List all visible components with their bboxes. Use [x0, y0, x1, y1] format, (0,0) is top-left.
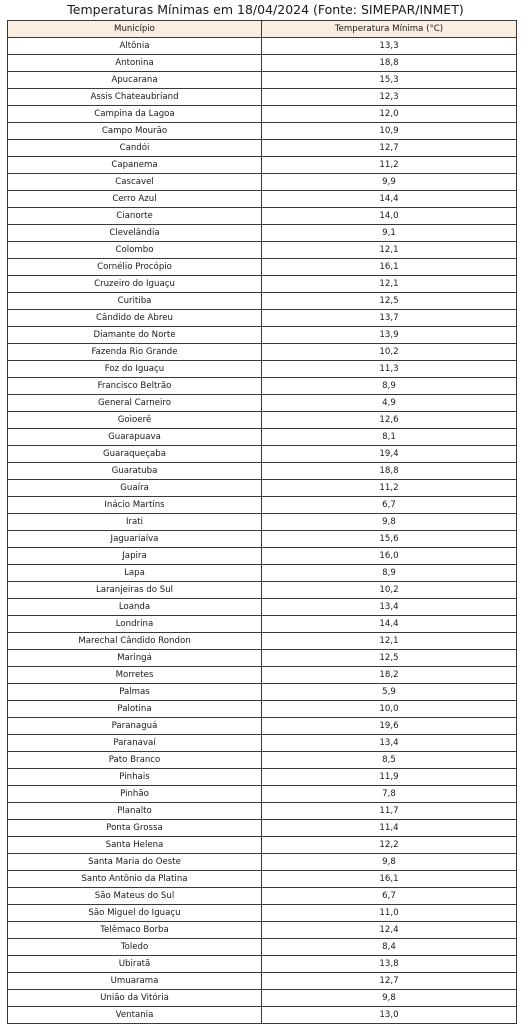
cell-municipio: Capanema	[8, 157, 262, 174]
cell-temperatura: 12,0	[262, 106, 517, 123]
cell-municipio: Ventania	[8, 1007, 262, 1024]
table-header-row	[8, 21, 517, 38]
table-row	[8, 905, 517, 922]
table-row	[8, 259, 517, 276]
cell-temperatura: 13,4	[262, 735, 517, 752]
cell-temperatura: 12,5	[262, 293, 517, 310]
cell-municipio: Laranjeiras do Sul	[8, 582, 262, 599]
table-body	[8, 38, 517, 1024]
cell-municipio: Candói	[8, 140, 262, 157]
cell-municipio: Inácio Martins	[8, 497, 262, 514]
cell-temperatura: 12,6	[262, 412, 517, 429]
cell-municipio: Pinhais	[8, 769, 262, 786]
table-row	[8, 344, 517, 361]
cell-temperatura: 14,4	[262, 191, 517, 208]
cell-temperatura: 10,2	[262, 344, 517, 361]
cell-temperatura: 11,2	[262, 157, 517, 174]
cell-municipio: Japira	[8, 548, 262, 565]
table-row	[8, 990, 517, 1007]
table-row	[8, 361, 517, 378]
cell-municipio: General Carneiro	[8, 395, 262, 412]
temperature-table	[7, 20, 517, 1024]
cell-temperatura: 11,2	[262, 480, 517, 497]
cell-municipio: Cascavel	[8, 174, 262, 191]
table-row	[8, 191, 517, 208]
cell-municipio: Curitiba	[8, 293, 262, 310]
table-row	[8, 582, 517, 599]
cell-municipio: Colombo	[8, 242, 262, 259]
cell-municipio: Santo Antônio da Platina	[8, 871, 262, 888]
cell-temperatura: 8,9	[262, 378, 517, 395]
table-row	[8, 803, 517, 820]
cell-municipio: Fazenda Rio Grande	[8, 344, 262, 361]
cell-temperatura: 13,9	[262, 327, 517, 344]
table-row	[8, 242, 517, 259]
table-row	[8, 684, 517, 701]
cell-temperatura: 9,1	[262, 225, 517, 242]
table-row	[8, 514, 517, 531]
cell-temperatura: 10,9	[262, 123, 517, 140]
cell-temperatura: 8,4	[262, 939, 517, 956]
cell-municipio: Telêmaco Borba	[8, 922, 262, 939]
cell-municipio: Antonina	[8, 55, 262, 72]
cell-municipio: Palmas	[8, 684, 262, 701]
table-row	[8, 293, 517, 310]
cell-temperatura: 10,2	[262, 582, 517, 599]
cell-municipio: Ubiratã	[8, 956, 262, 973]
table-row	[8, 939, 517, 956]
cell-municipio: Maringá	[8, 650, 262, 667]
cell-temperatura: 9,9	[262, 174, 517, 191]
column-header-temperatura: Temperatura Mínima (°C)	[262, 21, 517, 38]
table-row	[8, 820, 517, 837]
table-row	[8, 310, 517, 327]
table-row	[8, 140, 517, 157]
table-row	[8, 412, 517, 429]
table-row	[8, 157, 517, 174]
table-row	[8, 208, 517, 225]
cell-temperatura: 12,1	[262, 633, 517, 650]
cell-municipio: Guarapuava	[8, 429, 262, 446]
cell-municipio: Francisco Beltrão	[8, 378, 262, 395]
table-row	[8, 871, 517, 888]
cell-municipio: Irati	[8, 514, 262, 531]
cell-municipio: Morretes	[8, 667, 262, 684]
cell-temperatura: 13,0	[262, 1007, 517, 1024]
cell-municipio: Guaraqueçaba	[8, 446, 262, 463]
table-row	[8, 531, 517, 548]
cell-municipio: Altônia	[8, 38, 262, 55]
cell-municipio: Pinhão	[8, 786, 262, 803]
table-row	[8, 174, 517, 191]
cell-municipio: São Mateus do Sul	[8, 888, 262, 905]
cell-temperatura: 4,9	[262, 395, 517, 412]
table-row	[8, 225, 517, 242]
cell-temperatura: 13,4	[262, 599, 517, 616]
table-row	[8, 327, 517, 344]
cell-municipio: Apucarana	[8, 72, 262, 89]
cell-municipio: Umuarama	[8, 973, 262, 990]
cell-municipio: Clevelândia	[8, 225, 262, 242]
table-row	[8, 395, 517, 412]
cell-temperatura: 11,9	[262, 769, 517, 786]
table-row	[8, 616, 517, 633]
cell-temperatura: 8,9	[262, 565, 517, 582]
cell-municipio: Paranaguá	[8, 718, 262, 735]
cell-temperatura: 8,1	[262, 429, 517, 446]
table-row	[8, 667, 517, 684]
table-row	[8, 480, 517, 497]
cell-temperatura: 18,8	[262, 55, 517, 72]
cell-temperatura: 13,3	[262, 38, 517, 55]
table-row	[8, 378, 517, 395]
cell-municipio: Palotina	[8, 701, 262, 718]
cell-temperatura: 14,4	[262, 616, 517, 633]
cell-temperatura: 7,8	[262, 786, 517, 803]
cell-temperatura: 6,7	[262, 888, 517, 905]
cell-temperatura: 12,7	[262, 140, 517, 157]
cell-temperatura: 18,2	[262, 667, 517, 684]
cell-municipio: União da Vitória	[8, 990, 262, 1007]
table-row	[8, 72, 517, 89]
cell-temperatura: 6,7	[262, 497, 517, 514]
table-row	[8, 497, 517, 514]
cell-temperatura: 13,7	[262, 310, 517, 327]
table-row	[8, 837, 517, 854]
cell-temperatura: 9,8	[262, 514, 517, 531]
cell-temperatura: 18,8	[262, 463, 517, 480]
cell-temperatura: 16,1	[262, 259, 517, 276]
table-row	[8, 769, 517, 786]
cell-temperatura: 9,8	[262, 854, 517, 871]
cell-temperatura: 12,3	[262, 89, 517, 106]
cell-municipio: Santa Maria do Oeste	[8, 854, 262, 871]
cell-municipio: São Miguel do Iguaçu	[8, 905, 262, 922]
cell-municipio: Toledo	[8, 939, 262, 956]
cell-municipio: Cianorte	[8, 208, 262, 225]
cell-temperatura: 11,3	[262, 361, 517, 378]
cell-temperatura: 12,1	[262, 242, 517, 259]
table-row	[8, 38, 517, 55]
table-row	[8, 276, 517, 293]
table-row	[8, 956, 517, 973]
cell-temperatura: 8,5	[262, 752, 517, 769]
cell-temperatura: 11,4	[262, 820, 517, 837]
table-row	[8, 701, 517, 718]
cell-temperatura: 5,9	[262, 684, 517, 701]
cell-municipio: Diamante do Norte	[8, 327, 262, 344]
table-row	[8, 548, 517, 565]
cell-temperatura: 12,1	[262, 276, 517, 293]
cell-temperatura: 13,8	[262, 956, 517, 973]
table-row	[8, 752, 517, 769]
table-row	[8, 922, 517, 939]
cell-municipio: Pato Branco	[8, 752, 262, 769]
cell-temperatura: 12,2	[262, 837, 517, 854]
cell-municipio: Goioerê	[8, 412, 262, 429]
table-row	[8, 123, 517, 140]
cell-temperatura: 16,0	[262, 548, 517, 565]
cell-temperatura: 12,5	[262, 650, 517, 667]
cell-municipio: Cornélio Procópio	[8, 259, 262, 276]
cell-municipio: Cruzeiro do Iguaçu	[8, 276, 262, 293]
cell-municipio: Santa Helena	[8, 837, 262, 854]
table-row	[8, 973, 517, 990]
cell-temperatura: 12,7	[262, 973, 517, 990]
cell-municipio: Ponta Grossa	[8, 820, 262, 837]
column-header-municipio: Município	[8, 21, 262, 38]
cell-municipio: Assis Chateaubriand	[8, 89, 262, 106]
cell-temperatura: 15,6	[262, 531, 517, 548]
table-row	[8, 1007, 517, 1024]
cell-municipio: Foz do Iguaçu	[8, 361, 262, 378]
table-row	[8, 565, 517, 582]
table-row	[8, 718, 517, 735]
cell-municipio: Lapa	[8, 565, 262, 582]
table-row	[8, 888, 517, 905]
cell-municipio: Planalto	[8, 803, 262, 820]
cell-temperatura: 11,7	[262, 803, 517, 820]
cell-municipio: Guaíra	[8, 480, 262, 497]
page-title: Temperaturas Mínimas em 18/04/2024 (Fonte: SIMEPAR/INMET)	[67, 2, 464, 17]
cell-municipio: Guaratuba	[8, 463, 262, 480]
cell-municipio: Londrina	[8, 616, 262, 633]
cell-municipio: Paranavaí	[8, 735, 262, 752]
table-row	[8, 89, 517, 106]
table-row	[8, 650, 517, 667]
table-row	[8, 106, 517, 123]
cell-temperatura: 12,4	[262, 922, 517, 939]
table-row	[8, 633, 517, 650]
cell-municipio: Cândido de Abreu	[8, 310, 262, 327]
cell-temperatura: 14,0	[262, 208, 517, 225]
table-row	[8, 735, 517, 752]
cell-temperatura: 9,8	[262, 990, 517, 1007]
table-row	[8, 55, 517, 72]
cell-municipio: Cerro Azul	[8, 191, 262, 208]
table-row	[8, 854, 517, 871]
cell-municipio: Loanda	[8, 599, 262, 616]
cell-temperatura: 19,6	[262, 718, 517, 735]
cell-municipio: Campina da Lagoa	[8, 106, 262, 123]
table-row	[8, 429, 517, 446]
cell-temperatura: 10,0	[262, 701, 517, 718]
table-row	[8, 786, 517, 803]
cell-temperatura: 11,0	[262, 905, 517, 922]
table-row	[8, 599, 517, 616]
table-row	[8, 446, 517, 463]
cell-temperatura: 15,3	[262, 72, 517, 89]
cell-municipio: Jaguariaíva	[8, 531, 262, 548]
cell-municipio: Marechal Cândido Rondon	[8, 633, 262, 650]
cell-temperatura: 16,1	[262, 871, 517, 888]
cell-temperatura: 19,4	[262, 446, 517, 463]
cell-municipio: Campo Mourão	[8, 123, 262, 140]
table-row	[8, 463, 517, 480]
